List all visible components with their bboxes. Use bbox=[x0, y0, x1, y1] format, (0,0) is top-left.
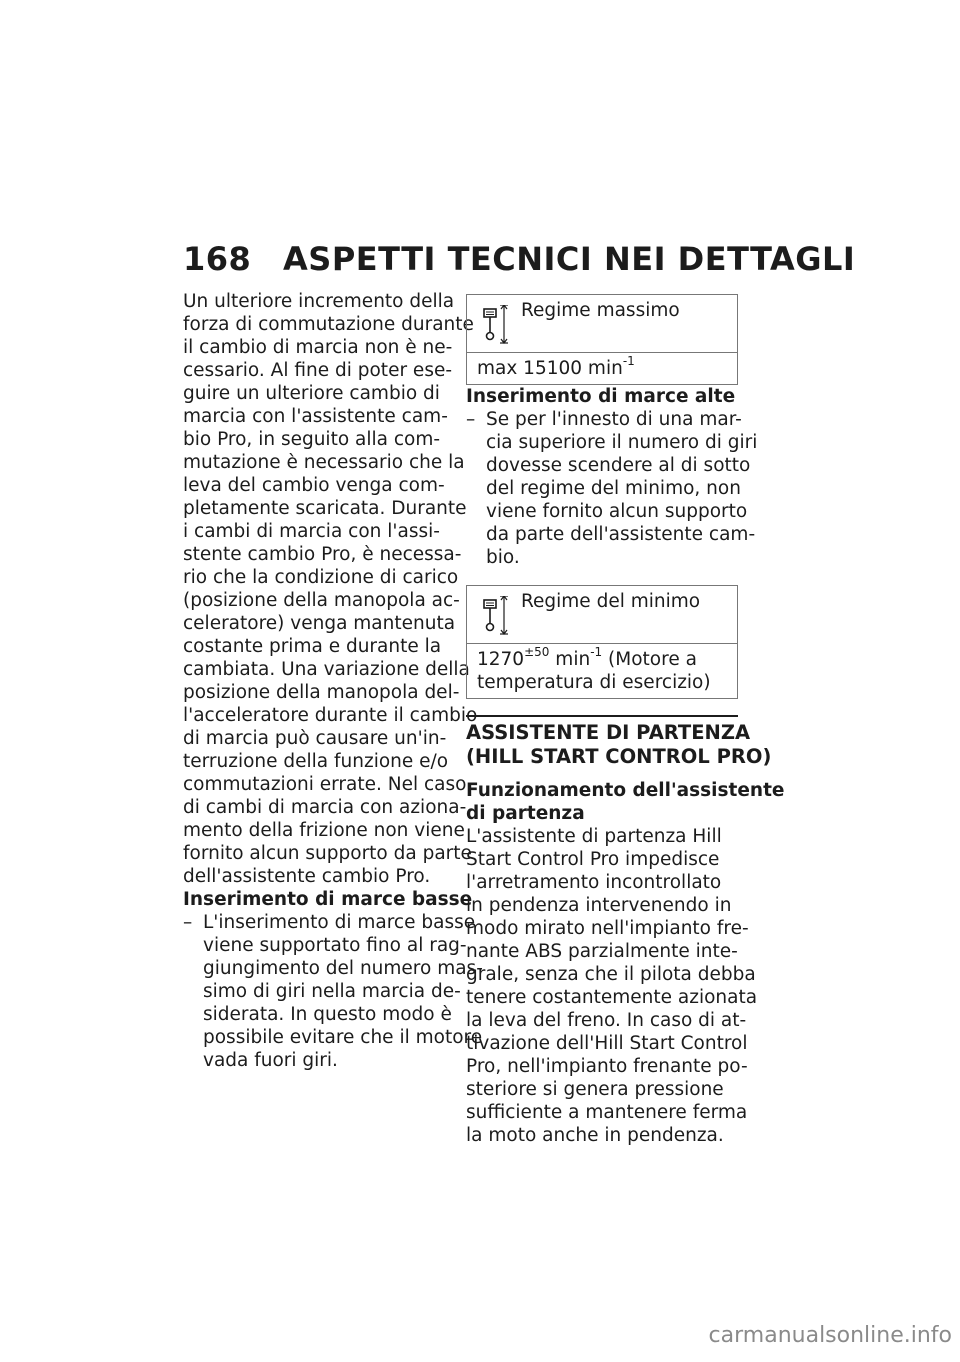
text-line: da parte dell'assistente cam- bbox=[486, 524, 756, 545]
page-header bbox=[183, 240, 855, 278]
engine-speed-icon bbox=[481, 305, 511, 345]
text-line: giungimento del numero mas- bbox=[203, 958, 483, 979]
engine-speed-icon bbox=[481, 596, 511, 636]
text-line: bio. bbox=[486, 547, 520, 568]
text-line: viene fornito alcun supporto bbox=[486, 501, 748, 522]
text-line: cambiata. Una variazione della bbox=[183, 659, 470, 680]
value-text: max 15100 min bbox=[477, 358, 623, 379]
text-line: tenere costantemente azionata bbox=[466, 987, 758, 1008]
text-line: i cambi di marcia con l'assi- bbox=[183, 521, 440, 542]
left-column bbox=[183, 290, 483, 1072]
sub-heading-line: di partenza bbox=[466, 803, 585, 824]
text-line: grale, senza che il pilota debba bbox=[466, 964, 756, 985]
text-line: mutazione è necessario che la bbox=[183, 452, 465, 473]
text-line: l'arretramento incontrollato bbox=[466, 872, 722, 893]
text-line: siderata. In questo modo è bbox=[203, 1004, 452, 1025]
text-line: di cambi di marcia con aziona- bbox=[183, 797, 467, 818]
section-title-line: (HILL START CONTROL PRO) bbox=[466, 745, 772, 768]
text-line: cessario. Al fine di poter ese- bbox=[183, 360, 453, 381]
high-gears-bullet bbox=[466, 408, 758, 569]
max-rpm-box bbox=[466, 294, 738, 385]
text-line: steriore si genera pressione bbox=[466, 1079, 724, 1100]
text-line: possibile evitare che il motore bbox=[203, 1027, 483, 1048]
box-label: Regime del minimo bbox=[521, 591, 701, 612]
text-line: cia superiore il numero di giri bbox=[486, 432, 758, 453]
text-line: mento della frizione non viene bbox=[183, 820, 465, 841]
text-line: di marcia può causare un'in- bbox=[183, 728, 447, 749]
text-line: nante ABS parzialmente inte- bbox=[466, 941, 738, 962]
box-value bbox=[467, 644, 737, 698]
watermark: carmanualsonline.info bbox=[708, 1323, 952, 1348]
bullet-dash: – bbox=[183, 912, 193, 933]
text-line: commutazioni errate. Nel caso bbox=[183, 774, 467, 795]
text-line: tivazione dell'Hill Start Control bbox=[466, 1033, 748, 1054]
text-line: fornito alcun supporto da parte bbox=[183, 843, 472, 864]
text-line: modo mirato nell'impianto fre- bbox=[466, 918, 749, 939]
text-line: Se per l'innesto di una mar- bbox=[486, 409, 742, 430]
text-line: posizione della manopola del- bbox=[183, 682, 460, 703]
text-line: la leva del freno. In caso di at- bbox=[466, 1010, 747, 1031]
text-line: dovesse scendere al di sotto bbox=[486, 455, 751, 476]
text-line: vada fuori giri. bbox=[203, 1050, 338, 1071]
text-line: costante prima e durante la bbox=[183, 636, 442, 657]
text-line: sufficiente a mantenere ferma bbox=[466, 1102, 748, 1123]
text-line: simo di giri nella marcia de- bbox=[203, 981, 461, 1002]
text-line: Pro, nell'impianto frenante po- bbox=[466, 1056, 748, 1077]
idle-rpm-box bbox=[466, 585, 738, 699]
text-line: L'inserimento di marce basse bbox=[203, 912, 476, 933]
hill-start-paragraph bbox=[466, 825, 758, 1147]
text-line: Un ulteriore incremento della bbox=[183, 291, 455, 312]
sub-heading-line: Funzionamento dell'assistente bbox=[466, 780, 785, 801]
section-title-line: ASSISTENTE DI PARTENZA bbox=[466, 721, 751, 744]
bullet-dash: – bbox=[466, 409, 476, 430]
text-line: leva del cambio venga com- bbox=[183, 475, 445, 496]
text-line: guire un ulteriore cambio di bbox=[183, 383, 440, 404]
intro-paragraph bbox=[183, 290, 478, 888]
value-unit: min bbox=[549, 649, 591, 670]
text-line: il cambio di marcia non è ne- bbox=[183, 337, 453, 358]
value-tolerance: ±50 bbox=[524, 644, 550, 659]
text-line: la moto anche in pendenza. bbox=[466, 1125, 724, 1146]
text-line: (posizione della manopola ac- bbox=[183, 590, 460, 611]
text-line: viene supportato fino al rag- bbox=[203, 935, 467, 956]
section-title bbox=[466, 715, 772, 769]
value-number: 1270 bbox=[477, 649, 525, 670]
page-title: ASPETTI TECNICI NEI DETTAGLI bbox=[283, 240, 856, 278]
value-exponent: -1 bbox=[590, 644, 603, 659]
text-line: L'assistente di partenza Hill bbox=[466, 826, 722, 847]
low-gears-bullet bbox=[183, 911, 483, 1072]
page-number: 168 bbox=[183, 240, 252, 278]
text-line: del regime del minimo, non bbox=[486, 478, 741, 499]
low-gears-heading: Inserimento di marce basse bbox=[183, 889, 473, 910]
box-label: Regime massimo bbox=[521, 300, 680, 321]
text-line: in pendenza intervenendo in bbox=[466, 895, 732, 916]
text-line: rio che la condizione di carico bbox=[183, 567, 459, 588]
text-line: dell'assistente cambio Pro. bbox=[183, 866, 431, 887]
text-line: l'acceleratore durante il cambio bbox=[183, 705, 478, 726]
value-exponent: -1 bbox=[622, 353, 635, 368]
high-gears-heading: Inserimento di marce alte bbox=[466, 386, 736, 407]
text-line: Start Control Pro impedisce bbox=[466, 849, 720, 870]
text-line: celeratore) venga mantenuta bbox=[183, 613, 456, 634]
value-note: (Motore a bbox=[602, 649, 697, 670]
value-note-line2: temperatura di esercizio) bbox=[477, 672, 711, 693]
sub-heading bbox=[466, 779, 785, 825]
box-value bbox=[467, 353, 737, 384]
text-line: terruzione della funzione e/o bbox=[183, 751, 449, 772]
text-line: stente cambio Pro, è necessa- bbox=[183, 544, 462, 565]
text-line: forza di commutazione durante bbox=[183, 314, 474, 335]
text-line: bio Pro, in seguito alla com- bbox=[183, 429, 441, 450]
text-line: pletamente scaricata. Durante bbox=[183, 498, 467, 519]
text-line: marcia con l'assistente cam- bbox=[183, 406, 448, 427]
right-column bbox=[466, 294, 785, 1147]
